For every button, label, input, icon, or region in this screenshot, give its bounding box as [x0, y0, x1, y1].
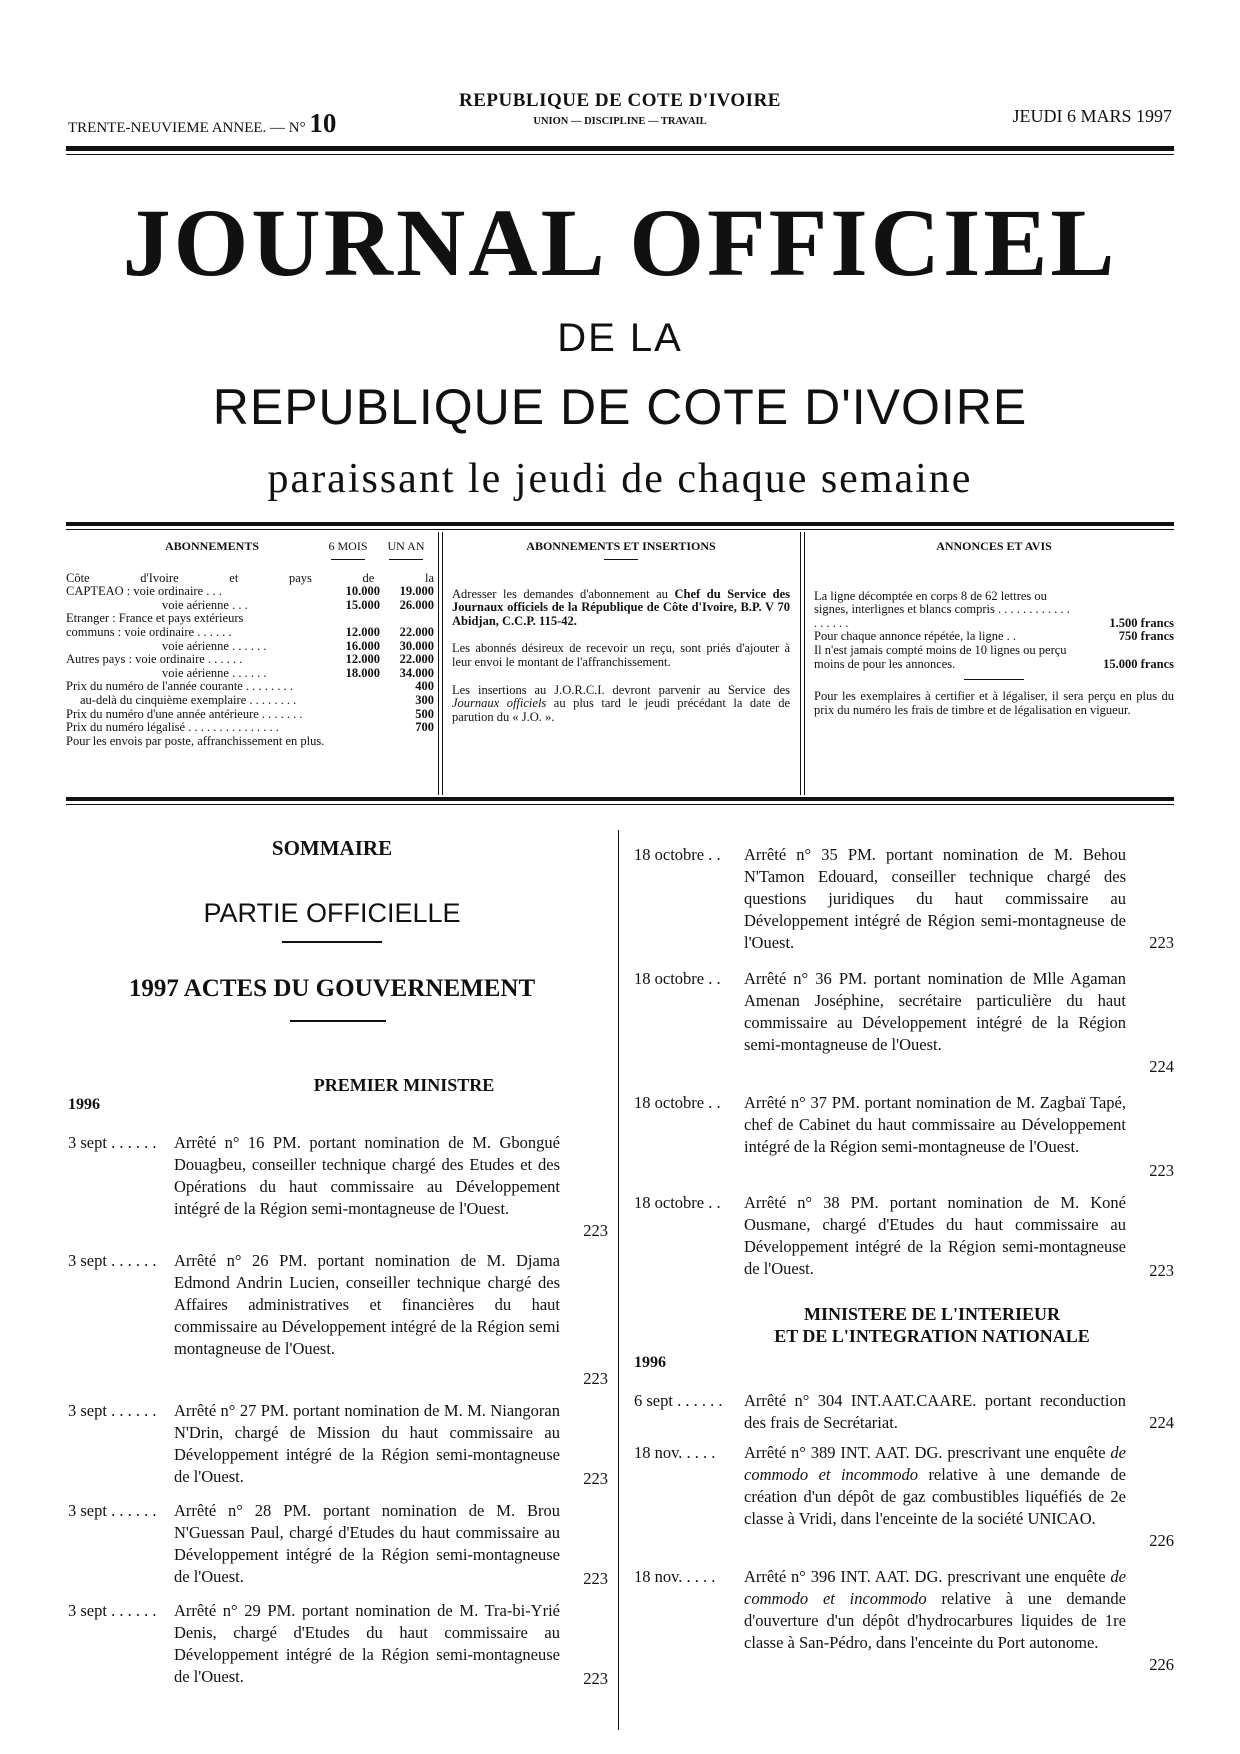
price-row-label: Prix du numéro de l'année courante . . . . . . . . [66, 679, 293, 694]
subscription-row-label: Autres pays : voie ordinaire . . . . . . [66, 652, 243, 667]
subscription-row [66, 667, 434, 681]
actes-rule [290, 1020, 386, 1022]
entry-text-a: Arrêté n° 396 INT. AAT. DG. prescrivant une enquête [744, 1567, 1106, 1586]
announcements-box [814, 540, 1174, 793]
price-row [66, 721, 434, 735]
entry-text-b: relative à une demande de création d'un dépôt de gaz combustibles liquéfiés de 2e classe à Vridi, dans l'enceinte de la société UNICAO. [744, 1465, 1127, 1528]
entry-text: Arrêté n° 35 PM. portant nomination de M. Behou N'Tamon Edouard, conseiller technique chargé des questions juridiques du haut commissaire au Développement intégré de Région semi-montagneuse de l'Ouest. [744, 845, 1126, 952]
entry-page: 223 [583, 1469, 608, 1488]
year-1996-left: 1996 [68, 1096, 100, 1113]
announcement-row-value: 15.000 francs [1103, 656, 1174, 671]
subscription-row-6mois: 15.000 [345, 597, 380, 612]
subscription-row-6mois [330, 612, 380, 626]
subscription-row-6mois: 18.000 [345, 665, 380, 680]
sommaire-entry [68, 1500, 608, 1590]
entry-text: Arrêté n° 28 PM. portant nomination de M. Brou N'Guessan Paul, chargé d'Etudes du haut commissaire au Développement intégré de la Région semi-montagneuse de l'Ouest. [174, 1501, 560, 1586]
subscription-row-unan [380, 612, 434, 626]
partie-rule [282, 941, 382, 943]
entry-page: 223 [583, 1569, 608, 1588]
subscription-row-unan: 19.000 [399, 584, 434, 599]
insertions-title: ABONNEMENTS ET INSERTIONS [526, 539, 716, 553]
header-rule-thick [66, 146, 1174, 151]
entry-text [744, 1566, 1126, 1654]
price-row-value: 300 [415, 692, 434, 707]
insertions-deadline-b: au plus tard le jeudi précédant la date de parution du « J.O. ». [452, 696, 790, 724]
entry-date: 3 sept . . . . . . [68, 1251, 157, 1270]
info-divider-2 [800, 532, 805, 795]
price-row-label: Prix du numéro légalisé . . . . . . . . . . . . . . . [66, 720, 279, 735]
sommaire-entry [634, 968, 1174, 1078]
price-row-label: au-delà du cinquième exemplaire . . . . . . . . [80, 692, 297, 707]
insertions-deadline-a: Les insertions au J.O.R.C.I. devront parvenir au Service des [452, 682, 790, 697]
entry-text: Arrêté n° 36 PM. portant nomination de Mlle Agaman Amenan Joséphine, secrétaire particulière du haut commissaire au Développement intégré de la Région semi-montagneuse de l'Ouest. [744, 969, 1126, 1054]
entry-page: 226 [1149, 1655, 1174, 1674]
announcements-title: ANNONCES ET AVIS [936, 539, 1052, 553]
info-divider-1 [438, 532, 443, 795]
entry-text-a: Arrêté n° 389 INT. AAT. DG. prescrivant une enquête [744, 1443, 1106, 1462]
subscriptions-box [66, 540, 434, 793]
subscription-row-label: communs : voie ordinaire . . . . . . [66, 624, 232, 639]
journal-subtitle-de-la: DE LA [557, 316, 683, 360]
subscription-row [66, 585, 434, 599]
issue-prefix: TRENTE-NEUVIEME ANNEE. — N° [68, 120, 306, 136]
announcement-row [814, 590, 1174, 631]
subscriptions-rows [66, 585, 434, 680]
entry-text-a: Arrêté n° 304 INT.AAT.CAARE. portant reconduction des frais de Secrétariat. [744, 1391, 1126, 1432]
subscriptions-footer: Pour les envois par poste, affranchissement en plus. [66, 733, 325, 748]
sommaire-entry [634, 1566, 1174, 1676]
info-rule-bottom-thick [66, 797, 1174, 801]
insertions-box [452, 540, 790, 793]
entry-date: 6 sept . . . . . . [634, 1391, 723, 1410]
entry-date: 18 octobre . . [634, 969, 721, 988]
entry-date: 3 sept . . . . . . [68, 1401, 157, 1420]
insertions-address [452, 588, 790, 629]
national-motto: UNION — DISCIPLINE — TRAVAIL [533, 116, 707, 127]
entry-date: 18 nov. . . . . [634, 1567, 716, 1586]
entry-page: 223 [1149, 1261, 1174, 1280]
sommaire-entry [68, 1600, 608, 1690]
journal-subtitle-country: REPUBLIQUE DE COTE D'IVOIRE [212, 379, 1028, 435]
entry-date: 3 sept . . . . . . [68, 1501, 157, 1520]
price-row [66, 680, 434, 694]
subscription-row-unan: 22.000 [399, 624, 434, 639]
entry-text: Arrêté n° 26 PM. portant nomination de M. Djama Edmond Andrin Lucien, conseiller technique chargé des Affaires administratives et financières du haut commissaire au Développement intégré de la Région semi montagneuse de l'Ouest. [174, 1251, 560, 1358]
subscription-row [66, 626, 434, 640]
entry-text: Arrêté n° 27 PM. portant nomination de M. M. Niangoran N'Drin, chargé de Mission du haut commissaire au Développement intégré de la Région semi-montagneuse de l'Ouest. [174, 1401, 560, 1486]
subscription-row-label: Etranger : France et pays extérieurs [66, 611, 244, 626]
subscription-row [66, 612, 434, 626]
subscription-row-label: voie aérienne . . . [162, 597, 248, 612]
entry-date: 18 nov. . . . . [634, 1443, 716, 1462]
insertions-deadline [452, 684, 790, 725]
year-1996-right: 1996 [634, 1354, 666, 1371]
entry-page: 224 [1149, 1057, 1174, 1076]
publication-frequency: paraissant le jeudi de chaque semaine [267, 456, 973, 502]
subscription-row [66, 653, 434, 667]
insertions-address-text: Adresser les demandes d'abonnement au [452, 586, 668, 601]
ministere-interieur-title [690, 1303, 1174, 1347]
premier-ministre-title: PREMIER MINISTRE [313, 1075, 495, 1095]
entry-text: Arrêté n° 29 PM. portant nomination de M. Tra-bi-Yrié Denis, chargé d'Etudes du haut commissaire au Développement intégré de la Région semi-montagneuse de l'Ouest. [174, 1601, 560, 1686]
announcement-row-label: La ligne décomptée en corps 8 de 62 lettres ou signes, interlignes et blancs compris . . . . . . . . . . . . . . . . . . [814, 588, 1070, 630]
actes-title: 1997 ACTES DU GOUVERNEMENT [128, 975, 536, 1002]
sommaire-entry [634, 1192, 1174, 1282]
price-row-value: 500 [415, 706, 434, 721]
entry-text: Arrêté n° 37 PM. portant nomination de M. Zagbaï Tapé, chef de Cabinet du haut commissaire au Développement intégré de la Région semi-montagneuse de l'Ouest. [744, 1093, 1126, 1156]
subscriptions-header-rules [66, 556, 434, 560]
insertions-receipt-note: Les abonnés désireux de recevoir un reçu, sont priés d'ajouter à leur envoi le montant de l'affranchissement. [452, 641, 790, 669]
entry-text: Arrêté n° 16 PM. portant nomination de M. Gbongué Douagbeu, conseiller technique chargé des Etudes et des Opérations du haut commissaire au Développement intégré de la Région semi-montagneuse de l'Ouest. [174, 1133, 560, 1218]
sommaire-entry [68, 1132, 608, 1242]
subscription-row [66, 640, 434, 654]
entry-text [744, 1390, 1126, 1434]
ministere-line2: ET DE L'INTEGRATION NATIONALE [774, 1326, 1090, 1346]
ministere-line1: MINISTERE DE L'INTERIEUR [803, 1304, 1061, 1324]
announcement-row-value: 1.500 francs [1109, 615, 1174, 630]
info-rule-top-thin [66, 529, 1174, 530]
entry-text: Arrêté n° 38 PM. portant nomination de M. Koné Ousmane, chargé d'Etudes du haut commissaire au Développement intégré de la Région semi-montagneuse de l'Ouest. [744, 1193, 1126, 1278]
journal-title: JOURNAL OFFICIEL [122, 189, 1118, 296]
price-rows [66, 680, 434, 734]
subscription-row-label: CAPTEAO : voie ordinaire . . . [66, 584, 222, 599]
subscription-row-6mois: 16.000 [345, 638, 380, 653]
announcement-row-label: Il n'est jamais compté moins de 10 lignes ou perçu moins de pour les annonces. [814, 642, 1067, 671]
subscription-row-label: voie aérienne . . . . . . [162, 638, 267, 653]
entry-text-italic: de commodo et incommodo [744, 1443, 1126, 1484]
entry-page: 223 [583, 1221, 608, 1240]
entry-page: 223 [583, 1369, 608, 1388]
announcement-row-value: 750 francs [1118, 629, 1174, 644]
price-row [66, 708, 434, 722]
entry-date: 3 sept . . . . . . [68, 1133, 157, 1152]
issue-number: 10 [309, 108, 337, 138]
sommaire-entry [68, 1250, 608, 1390]
entry-page: 223 [1149, 933, 1174, 952]
price-row-label: Prix du numéro d'une année antérieure . . . . . . . [66, 706, 303, 721]
insertions-address-service: Chef du Service des Journaux officiels de la République de Côte d'Ivoire, B.P. V 70 Abidjan, C.C.P. 115-42. [452, 586, 791, 628]
subscription-row-unan: 34.000 [399, 665, 434, 680]
sommaire-entry [68, 1400, 608, 1490]
entry-text [744, 1442, 1126, 1530]
header-rule-thin [66, 154, 1174, 155]
price-row [66, 694, 434, 708]
entry-date: 3 sept . . . . . . [68, 1601, 157, 1620]
partie-officielle-title: PARTIE OFFICIELLE [203, 898, 461, 928]
republic-name: REPUBLIQUE DE COTE D'IVOIRE [459, 90, 781, 111]
entry-text-italic: de commodo et incommodo [744, 1567, 1126, 1608]
price-row-value: 700 [415, 720, 434, 735]
subscription-row-6mois: 12.000 [345, 652, 380, 667]
subscription-row-6mois: 10.000 [345, 584, 380, 599]
subscription-row-unan: 26.000 [399, 597, 434, 612]
entry-date: 18 octobre . . [634, 845, 721, 864]
announcement-row [814, 644, 1174, 671]
column-divider [618, 830, 619, 1730]
entry-date: 18 octobre . . [634, 1093, 721, 1112]
entry-date: 18 octobre . . [634, 1193, 721, 1212]
subscriptions-col1: 6 MOIS [328, 539, 368, 553]
entry-page: 226 [1149, 1531, 1174, 1550]
subscriptions-header [66, 540, 434, 554]
sommaire-title: SOMMAIRE [271, 836, 393, 860]
issue-date: JEUDI 6 MARS 1997 [1012, 106, 1172, 126]
announcements-footer: Pour les exemplaires à certifier et à légaliser, il sera perçu en plus du prix du numéro les frais de timbre et de légalisation en vigueur. [814, 689, 1174, 717]
announcement-row-label: Pour chaque annonce répétée, la ligne . . [814, 629, 1016, 644]
sommaire-entry [634, 1442, 1174, 1552]
subscription-row-unan: 22.000 [399, 652, 434, 667]
subscriptions-intro: Côte d'Ivoire et pays de la [66, 570, 434, 585]
price-row-value: 400 [415, 679, 434, 694]
info-rule-bottom-thin [66, 804, 1174, 805]
announcement-row [814, 630, 1174, 644]
insertions-deadline-italic: Journaux officiels [452, 696, 547, 711]
sommaire-entry [634, 844, 1174, 954]
subscription-row [66, 599, 434, 613]
sommaire-entry [634, 1092, 1174, 1182]
info-rule-top-thick [66, 522, 1174, 526]
entry-page: 223 [1149, 1161, 1174, 1180]
entry-page: 224 [1149, 1413, 1174, 1432]
entry-text-b: relative à une demande d'ouverture d'un dépôt d'hydrocarbures liquides de 1re classe à San-Pédro, dans l'enceinte du Port autonome. [744, 1589, 1126, 1652]
announcement-rows [814, 590, 1174, 672]
subscriptions-col2: UN AN [387, 539, 425, 553]
subscription-row-label: voie aérienne . . . . . . [162, 665, 267, 680]
subscription-row-unan: 30.000 [399, 638, 434, 653]
subscription-row-6mois: 12.000 [345, 624, 380, 639]
subscriptions-title: ABONNEMENTS [164, 539, 259, 553]
sommaire-entry [634, 1390, 1174, 1434]
entry-page: 223 [583, 1669, 608, 1688]
